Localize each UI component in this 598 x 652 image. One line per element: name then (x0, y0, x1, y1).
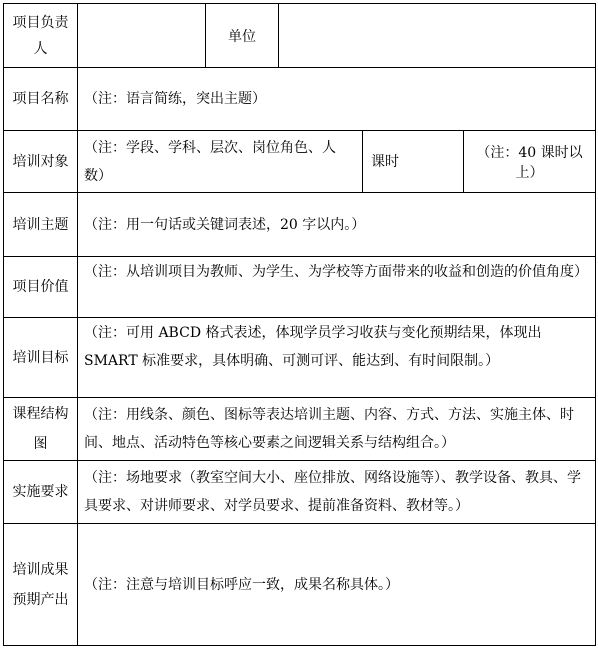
training-audience-label: 培训对象 (4, 131, 78, 193)
class-hours-label: 课时 (363, 131, 464, 193)
course-structure-note[interactable]: （注：用线条、颜色、图标等表达培训主题、内容、方式、方法、实施主体、时间、地点、活动特色等核心要素之间逻辑关系与结构组合。） (78, 398, 596, 461)
implementation-requirements-note[interactable]: （注：场地要求（教室空间大小、座位排放、网络设施等）、教学设备、教具、学具要求、对讲师要求、对学员要求、提前准备资料、教材等。） (78, 461, 596, 524)
training-goal-label: 培训目标 (4, 318, 78, 398)
training-audience-note[interactable]: （注：学段、学科、层次、岗位角色、人数） (78, 131, 363, 193)
project-value-label: 项目价值 (4, 257, 78, 318)
row-implementation-requirements (4, 461, 596, 524)
training-theme-note[interactable]: （注：用一句话或关键词表述，20 字以内。） (78, 193, 596, 257)
training-goal-note[interactable]: （注：可用 ABCD 格式表述，体现学员学习收获与变化预期结果，体现出 SMART 标准要求，具体明确、可测可评、能达到、有时间限制。） (78, 318, 596, 398)
class-hours-note[interactable]: （注：40 课时以上） (464, 131, 596, 193)
row-training-audience (4, 131, 596, 193)
project-name-note[interactable]: （注：语言简练，突出主题） (78, 68, 596, 131)
implementation-requirements-label: 实施要求 (4, 461, 78, 524)
project-value-note[interactable]: （注：从培训项目为教师、为学生、为学校等方面带来的收益和创造的价值角度） (78, 257, 596, 318)
row-project-value (4, 257, 596, 318)
project-name-label: 项目名称 (4, 68, 78, 131)
row-training-theme (4, 193, 596, 257)
expected-outcome-note[interactable]: （注：注意与培训目标呼应一致，成果名称具体。） (78, 524, 596, 646)
row-course-structure (4, 398, 596, 461)
project-leader-value[interactable] (78, 4, 206, 68)
project-leader-label: 项目负责人 (4, 4, 78, 68)
unit-label: 单位 (206, 4, 279, 68)
course-structure-label: 课程结构图 (4, 398, 78, 461)
unit-value[interactable] (279, 4, 596, 68)
project-application-form (3, 3, 596, 646)
expected-outcome-label: 培训成果预期产出 (4, 524, 78, 646)
row-project-leader (4, 4, 596, 68)
row-training-goal (4, 318, 596, 398)
row-expected-outcome (4, 524, 596, 646)
training-theme-label: 培训主题 (4, 193, 78, 257)
row-project-name (4, 68, 596, 131)
